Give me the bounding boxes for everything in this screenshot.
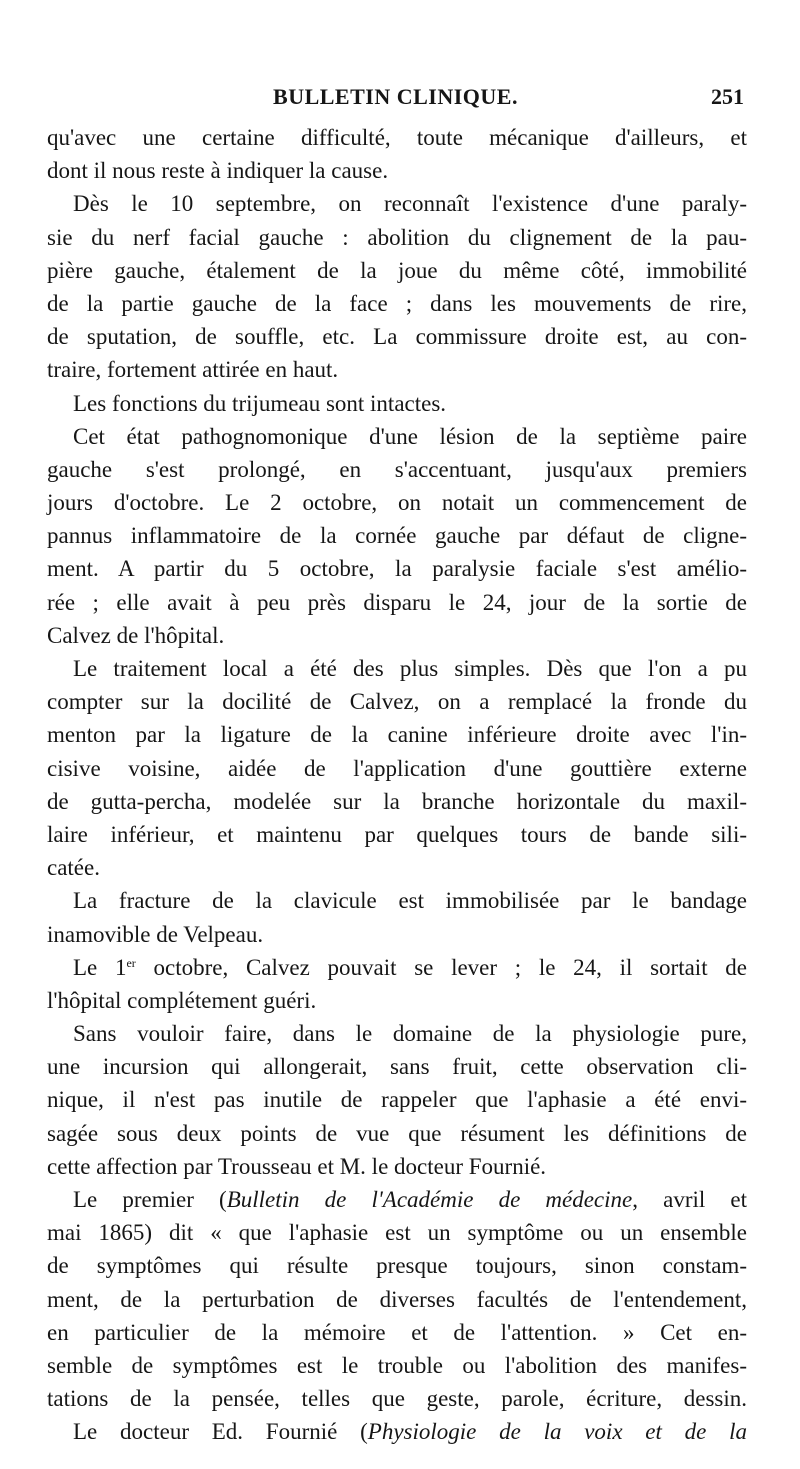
text-line: pière gauche, étalement de la joue du même côté, immobilité: [47, 257, 747, 283]
text-line: Dès le 10 septembre, on reconnaît l'existence d'une paraly-: [73, 191, 747, 217]
text-line: mai 1865) dit « que l'aphasie est un symptôme ou un ensemble: [47, 1220, 747, 1246]
superscript-er: er: [126, 955, 136, 970]
text-line: Le traitement local a été des plus simples. Dès que l'on a pu: [73, 656, 747, 681]
citation-title: Physiologie de la voix et de la: [367, 1419, 747, 1445]
text-line: tations de la pensée, telles que geste, parole, écriture, dessin.: [47, 1386, 747, 1412]
text-line-with-superscript: [47, 951, 747, 984]
text-line: de sputation, de souffle, etc. La commissure droite est, au con-: [47, 324, 747, 350]
text-line: en particulier de la mémoire et de l'attention. » Cet en-: [47, 1319, 747, 1345]
citation-date: avril et: [663, 1187, 747, 1212]
text-line: menton par la ligature de la canine inférieure droite avec l'in-: [47, 722, 747, 748]
citation-prefix: Le premier (: [73, 1187, 227, 1212]
page-number: 251: [711, 84, 744, 109]
body-text: [47, 121, 747, 1449]
text-line: de gutta-percha, modelée sur la branche horizontale du maxil-: [47, 788, 747, 814]
text-line: pannus inflammatoire de la cornée gauche par défaut de cligne-: [47, 523, 747, 549]
text-line: rée ; elle avait à peu près disparu le 24, jour de la sortie de: [47, 589, 747, 615]
text-line: laire inférieur, et maintenu par quelques tours de bande sili-: [47, 821, 747, 847]
text-line: Calvez de l'hôpital.: [47, 622, 225, 648]
text-line: gauche s'est prolongé, en s'accentuant, jusqu'aux premiers: [47, 456, 747, 482]
text-line: La fracture de la clavicule est immobilisée par le bandage: [73, 888, 747, 914]
citation-title: Bulletin de l'Académie de médecine: [226, 1187, 633, 1212]
text-line-with-citation: [47, 1415, 747, 1448]
text-line: dont il nous reste à indiquer la cause.: [47, 158, 389, 184]
text-line: compter sur la docilité de Calvez, on a remplacé la fronde du: [47, 689, 747, 715]
running-title: BULLETIN CLINIQUE.: [273, 84, 518, 109]
text-line: Les fonctions du trijumeau sont intactes.: [73, 390, 447, 416]
text-line: semble de symptômes est le trouble ou l'abolition des manifes-: [47, 1352, 747, 1378]
text-line: une incursion qui allongerait, sans fruit, cette observation cli-: [47, 1054, 747, 1080]
text-line-rest: octobre, Calvez pouvait se lever ; le 24, il sortait de: [153, 954, 748, 980]
text-line: catée.: [47, 855, 100, 881]
text-line: ment, de la perturbation de diverses facultés de l'entendement,: [47, 1286, 747, 1312]
text-line: ment. A partir du 5 octobre, la paralysie faciale s'est amélio-: [47, 556, 747, 582]
text-line-with-citation: [47, 1183, 747, 1216]
text-line: cisive voisine, aidée de l'application d'une gouttière externe: [47, 755, 747, 781]
citation-separator: ,: [632, 1187, 664, 1212]
text-line: nique, il n'est pas inutile de rappeler que l'aphasie a été envi-: [47, 1087, 747, 1113]
text-line: Cet état pathognomonique d'une lésion de la septième paire: [73, 423, 747, 449]
date-prefix: Le 1: [73, 954, 127, 980]
text-line: traire, fortement attirée en haut.: [47, 357, 339, 383]
text-line: l'hôpital complétement guéri.: [47, 987, 317, 1013]
text-line: de symptômes qui résulte presque toujours, sinon constam-: [47, 1253, 747, 1279]
text-line: sie du nerf facial gauche : abolition du clignement de la pau-: [47, 224, 747, 250]
text-line: sagée sous deux points de vue que résument les définitions de: [47, 1120, 747, 1146]
text-line: de la partie gauche de la face ; dans les mouvements de rire,: [47, 290, 747, 316]
running-head: [47, 84, 744, 114]
text-line: Sans vouloir faire, dans le domaine de la physiologie pure,: [73, 1021, 747, 1047]
text-line: cette affection par Trousseau et M. le docteur Fournié.: [47, 1153, 547, 1179]
text-line: jours d'octobre. Le 2 octobre, on notait un commencement de: [47, 490, 747, 516]
text-line: inamovible de Velpeau.: [47, 921, 264, 947]
citation-prefix: Le docteur Ed. Fournié (: [73, 1419, 368, 1445]
text-line: qu'avec une certaine difficulté, toute mécanique d'ailleurs, et: [47, 125, 747, 150]
